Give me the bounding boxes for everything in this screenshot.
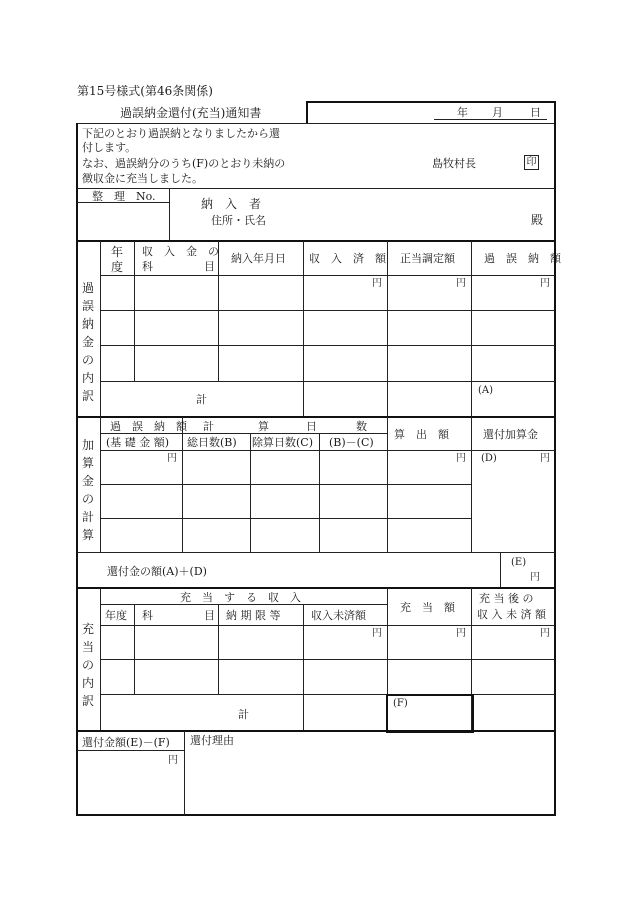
form-title: 過誤納金還付(充当)通知書 (120, 106, 262, 120)
col-days-difference: (B)－(C) (329, 436, 374, 449)
notice-line-3: なお、過誤納分のうち(F)のとおり未納の (82, 157, 286, 170)
mark-e: (E) (511, 557, 527, 568)
section-application-breakdown-label: 充当の内訳 (81, 622, 94, 708)
col-overpaid-base-top: 過 誤 納 額 (110, 420, 187, 433)
form-number: 第15号様式(第46条関係) (77, 84, 213, 98)
col-app-item-b: 目 (204, 609, 215, 622)
col-app-item-a: 科 (142, 609, 153, 622)
col-unpaid-amount: 収入未済額 (311, 609, 366, 622)
col-overpaid-amount: 過 誤 納 額 (484, 252, 561, 265)
notice-line-4: 徴収金に充当しました。 (82, 172, 203, 185)
notice-line-2: 付します。 (82, 141, 137, 154)
mark-a: (A) (478, 385, 494, 396)
col-total-days: 総日数(B) (187, 436, 237, 449)
section3-total-label: 計 (238, 708, 249, 721)
date-month-label: 月 (492, 106, 503, 119)
col-income-item-top: 収 入 金 の (142, 245, 219, 258)
date-year-label: 年 (457, 106, 468, 119)
refund-amount-label: 還付金の額(A)＋(D) (107, 565, 207, 578)
col-overpaid-base-bottom: (基 礎 金 額) (106, 436, 170, 449)
yen-applied: 円 (456, 628, 466, 639)
col-excluded-days: 除算日数(C) (252, 436, 313, 449)
col-calc-days-b: 算 (258, 420, 269, 433)
notice-line-1: 下記のとおり過誤納となりましたから還 (82, 127, 280, 140)
refund-reason-label: 還付理由 (190, 734, 234, 747)
honorific-label: 殿 (531, 213, 544, 227)
col-calc-days-a: 計 (203, 420, 214, 433)
refund-amount-ef-label: 還付金額(E)－(F) (82, 736, 170, 749)
col-income-item-a: 科 (142, 260, 153, 273)
section-addition-calc-label: 加算金の計算 (81, 438, 94, 542)
yen-after-application: 円 (540, 628, 550, 639)
mark-f: (F) (393, 698, 408, 709)
col-income-item-b: 目 (204, 260, 215, 273)
yen-unpaid: 円 (372, 628, 382, 639)
col-calc-days-d: 数 (356, 420, 367, 433)
col-assessed-amount: 正当調定額 (400, 252, 455, 265)
mark-d: (D) (481, 453, 497, 464)
col-after-application-top: 充 当 後 の (479, 592, 534, 605)
col-due-date: 納 期 限 等 (226, 609, 281, 622)
col-calc-days-c: 日 (306, 420, 317, 433)
yen-overpaid: 円 (540, 278, 550, 289)
reference-number-label: 整 理 No. (92, 190, 156, 203)
col-refund-addition: 還付加算金 (483, 428, 538, 441)
yen-calculated: 円 (456, 453, 466, 464)
yen-refund-ef: 円 (168, 755, 178, 766)
col-app-fiscal-year: 年度 (105, 609, 127, 622)
section-overpayment-breakdown-label: 過誤納金の内訳 (81, 281, 94, 403)
section1-total-label: 計 (196, 393, 207, 406)
yen-assessed: 円 (456, 278, 466, 289)
payer-label: 納 入 者 (201, 197, 262, 211)
yen-addition: 円 (540, 453, 550, 464)
date-day-label: 日 (530, 106, 541, 119)
col-after-application-bottom: 収 入 未 済 額 (477, 608, 546, 621)
yen-refund-total: 円 (530, 572, 540, 583)
col-payment-date: 納入年月日 (231, 252, 286, 265)
col-applied-amount: 充 当 額 (400, 601, 455, 614)
issuer-name: 島牧村長 (432, 157, 476, 170)
address-name-label: 住所・氏名 (211, 214, 266, 227)
seal-mark: 印 (524, 155, 539, 170)
yen-base: 円 (167, 453, 177, 464)
col-received-amount: 収 入 済 額 (309, 252, 386, 265)
yen-received: 円 (372, 278, 382, 289)
col-fiscal-year: 年度 (111, 245, 124, 274)
col-calculated-amount: 算 出 額 (394, 428, 449, 441)
col-applied-income-group: 充 当 す る 収 入 (180, 591, 301, 604)
